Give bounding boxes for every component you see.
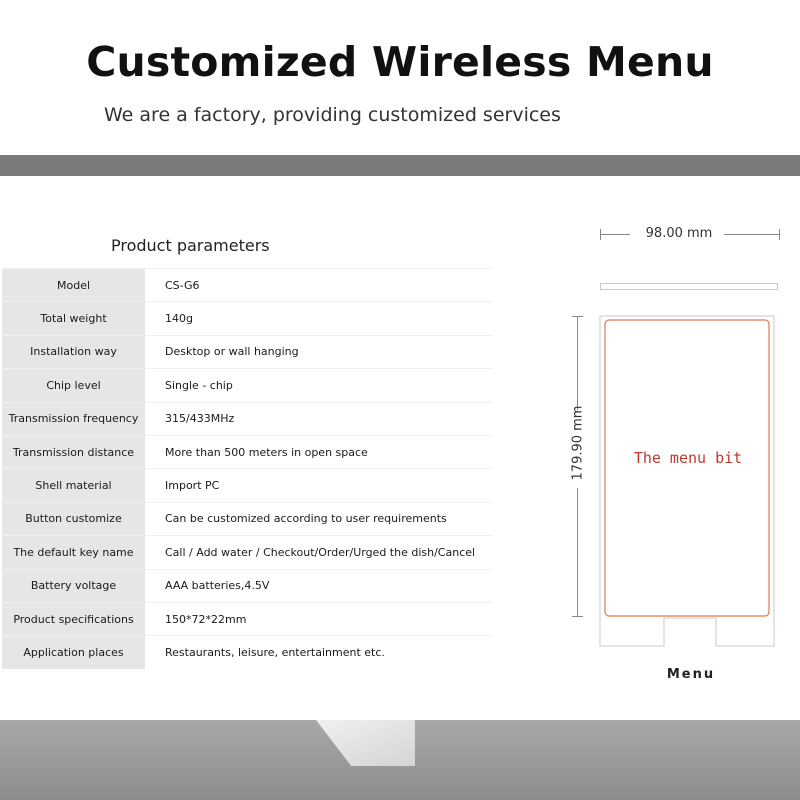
param-value: Import PC xyxy=(145,469,492,502)
param-label: Chip level xyxy=(2,369,145,402)
param-value: Desktop or wall hanging xyxy=(145,335,492,368)
param-value: 315/433MHz xyxy=(145,402,492,435)
header xyxy=(0,0,800,155)
table-row xyxy=(2,602,492,635)
param-label: Shell material xyxy=(2,469,145,502)
parameters-title: Product parameters xyxy=(111,236,270,255)
param-value: More than 500 meters in open space xyxy=(145,435,492,468)
width-dimension-line-left xyxy=(600,234,630,235)
width-dimension-line-right xyxy=(724,234,780,235)
param-value: Can be customized according to user requirements xyxy=(145,502,492,535)
height-dimension-tick-bottom xyxy=(572,616,583,617)
table-row xyxy=(2,435,492,468)
parameters-table xyxy=(2,268,492,669)
param-label: Button customize xyxy=(2,502,145,535)
param-label: The default key name xyxy=(2,536,145,569)
top-gray-band xyxy=(0,155,800,176)
table-row xyxy=(2,402,492,435)
device-top-view xyxy=(600,283,778,290)
width-dimension-tick-right xyxy=(779,229,780,240)
param-label: Battery voltage xyxy=(2,569,145,602)
menu-area-label: The menu bit xyxy=(633,449,743,467)
height-dimension-label xyxy=(570,405,586,481)
table-row xyxy=(2,335,492,368)
param-value: Single - chip xyxy=(145,369,492,402)
table-row xyxy=(2,536,492,569)
table-row xyxy=(2,302,492,335)
page-subtitle: We are a factory, providing customized services xyxy=(104,104,561,126)
width-dimension-label: 98.00 mm xyxy=(645,226,713,241)
table-row xyxy=(2,269,492,302)
param-value: Restaurants, leisure, entertainment etc. xyxy=(145,636,492,669)
param-label: Model xyxy=(2,269,145,302)
param-label: Installation way xyxy=(2,335,145,368)
height-dimension-line-bottom xyxy=(577,488,578,616)
page-title: Customized Wireless Menu xyxy=(86,38,714,86)
param-value: 150*72*22mm xyxy=(145,602,492,635)
height-dimension-line-top xyxy=(577,316,578,410)
diagram-caption: Menu xyxy=(666,667,716,682)
param-value: 140g xyxy=(145,302,492,335)
table-row xyxy=(2,469,492,502)
param-label: Product specifications xyxy=(2,602,145,635)
param-label: Transmission distance xyxy=(2,435,145,468)
param-label: Application places xyxy=(2,636,145,669)
param-value: Call / Add water / Checkout/Order/Urged the dish/Cancel xyxy=(145,536,492,569)
table-row xyxy=(2,502,492,535)
device-outline xyxy=(600,316,774,646)
table-row xyxy=(2,569,492,602)
param-value: CS-G6 xyxy=(145,269,492,302)
param-label: Transmission frequency xyxy=(2,402,145,435)
param-value: AAA batteries,4.5V xyxy=(145,569,492,602)
param-label: Total weight xyxy=(2,302,145,335)
device-front-diagram xyxy=(596,312,786,662)
table-row xyxy=(2,636,492,669)
table-row xyxy=(2,369,492,402)
height-dimension-text: 179.90 mm xyxy=(570,405,586,481)
